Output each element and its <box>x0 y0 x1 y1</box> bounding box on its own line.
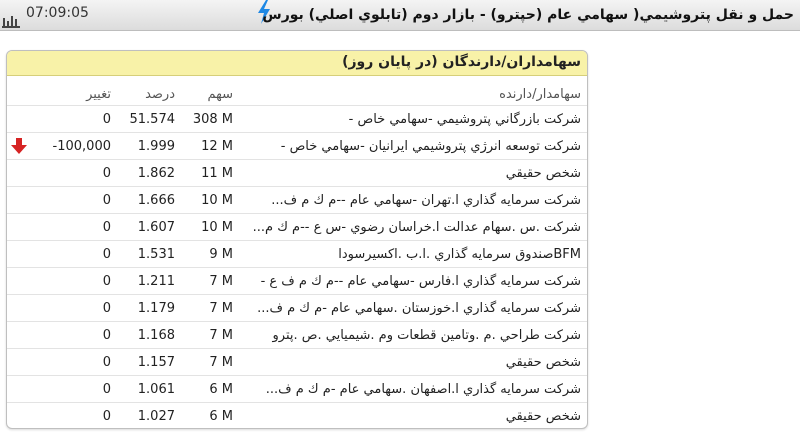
table-row[interactable] <box>7 376 587 403</box>
table-row[interactable] <box>7 349 587 376</box>
holder-name-cell: شركت سرمايه گذاري ا.تهران -سهامي عام --م ك م ف... <box>271 192 581 208</box>
percent-cell: 1.168 <box>137 327 175 343</box>
percent-cell: 1.607 <box>137 219 175 235</box>
table-row[interactable] <box>7 133 587 160</box>
shares-cell: 10 M <box>201 192 233 208</box>
table-row[interactable] <box>7 322 587 349</box>
shares-cell: 9 M <box>209 246 233 262</box>
percent-cell: 1.666 <box>137 192 175 208</box>
table-row[interactable] <box>7 403 587 430</box>
arrow-column-header <box>7 83 31 106</box>
arrow-cell <box>7 241 31 268</box>
shareholders-panel <box>6 50 588 429</box>
change-cell: 0 <box>102 327 111 343</box>
table-row[interactable] <box>7 295 587 322</box>
arrow-cell <box>7 268 31 295</box>
percent-cell: 1.999 <box>137 138 175 154</box>
arrow-cell <box>7 349 31 376</box>
table-row[interactable] <box>7 241 587 268</box>
holder-name-cell: شركت بازرگاني پتروشيمي -سهامي خاص - <box>348 111 581 127</box>
table-header-row <box>7 83 587 106</box>
shares-cell: 6 M <box>209 381 233 397</box>
arrow-cell <box>7 133 31 160</box>
change-cell: 0 <box>102 192 111 208</box>
change-cell: 0 <box>102 165 111 181</box>
shares-cell: 7 M <box>209 327 233 343</box>
holder-name-cell: شركت توسعه انرژي پتروشيمي ايرانيان -سهامي خاص - <box>280 138 581 154</box>
percent-cell: 1.531 <box>137 246 175 262</box>
table-body <box>7 106 587 430</box>
shares-cell: 7 M <box>209 300 233 316</box>
holder-name-cell: شركت .س .سهام عدالت ا.خراسان رضوي -س ع --م ك م... <box>252 219 581 235</box>
shareholders-table <box>7 83 587 429</box>
shares-cell: 7 M <box>209 273 233 289</box>
column-header-holder: سهامدار/دارنده <box>499 86 581 102</box>
chart-icon[interactable] <box>2 12 20 28</box>
shares-cell: 11 M <box>201 165 233 181</box>
shares-cell: 7 M <box>209 354 233 370</box>
arrow-cell <box>7 403 31 430</box>
column-header-change: تغيير <box>86 86 111 102</box>
table-row[interactable] <box>7 160 587 187</box>
percent-cell: 1.179 <box>137 300 175 316</box>
percent-cell: 1.027 <box>137 408 175 424</box>
percent-cell: 1.157 <box>137 354 175 370</box>
holder-name-cell: شخص حقيقي <box>505 408 581 424</box>
clock-time: 07:09:05 <box>26 5 89 21</box>
percent-cell: 1.862 <box>137 165 175 181</box>
change-cell: -100,000 <box>52 138 111 154</box>
down-arrow-icon <box>10 138 28 154</box>
arrow-cell <box>7 376 31 403</box>
holder-name-cell: شخص حقيقي <box>505 165 581 181</box>
percent-cell: 1.061 <box>137 381 175 397</box>
page-title: حمل و نقل پتروشيمي( سهامي عام (حپترو) - بازار دوم (تابلوي اصلي) بورس <box>262 7 794 23</box>
table-row[interactable] <box>7 268 587 295</box>
arrow-cell <box>7 214 31 241</box>
change-cell: 0 <box>102 246 111 262</box>
panel-title: سهامداران/دارندگان (در پايان روز) <box>342 54 581 70</box>
change-cell: 0 <box>102 354 111 370</box>
change-cell: 0 <box>102 219 111 235</box>
holder-name-cell: شركت سرمايه گذاري ا.فارس -سهامي عام --م ك م ف ع - <box>260 273 581 289</box>
top-bar <box>0 0 800 31</box>
holder-name-cell: شركت سرمايه گذاري ا.اصفهان .سهامي عام -م ك م ف... <box>265 381 581 397</box>
arrow-cell <box>7 106 31 133</box>
table-row[interactable] <box>7 214 587 241</box>
shares-cell: 308 M <box>192 111 233 127</box>
shares-cell: 6 M <box>209 408 233 424</box>
change-cell: 0 <box>102 111 111 127</box>
column-header-percent: درصد <box>145 86 175 102</box>
change-cell: 0 <box>102 408 111 424</box>
change-cell: 0 <box>102 273 111 289</box>
change-cell: 0 <box>102 300 111 316</box>
percent-cell: 51.574 <box>129 111 175 127</box>
table-row[interactable] <box>7 106 587 133</box>
holder-name-cell: شركت طراحي .م .وتامين قطعات وم .شيميايي .ص .پترو <box>272 327 581 343</box>
arrow-cell <box>7 295 31 322</box>
holder-name-cell: شركت سرمايه گذاري ا.خوزستان .سهامي عام -م ك م ف... <box>257 300 581 316</box>
panel-header <box>7 51 587 76</box>
shares-cell: 10 M <box>201 219 233 235</box>
shares-cell: 12 M <box>201 138 233 154</box>
arrow-cell <box>7 322 31 349</box>
holder-name-cell: شخص حقيقي <box>505 354 581 370</box>
arrow-cell <box>7 187 31 214</box>
arrow-cell <box>7 160 31 187</box>
holder-name-cell: BFMصندوق سرمايه گذاري .ا.ب .اكسيرسودا <box>338 246 581 262</box>
table-row[interactable] <box>7 187 587 214</box>
column-header-shares: سهم <box>207 86 233 102</box>
percent-cell: 1.211 <box>137 273 175 289</box>
change-cell: 0 <box>102 381 111 397</box>
